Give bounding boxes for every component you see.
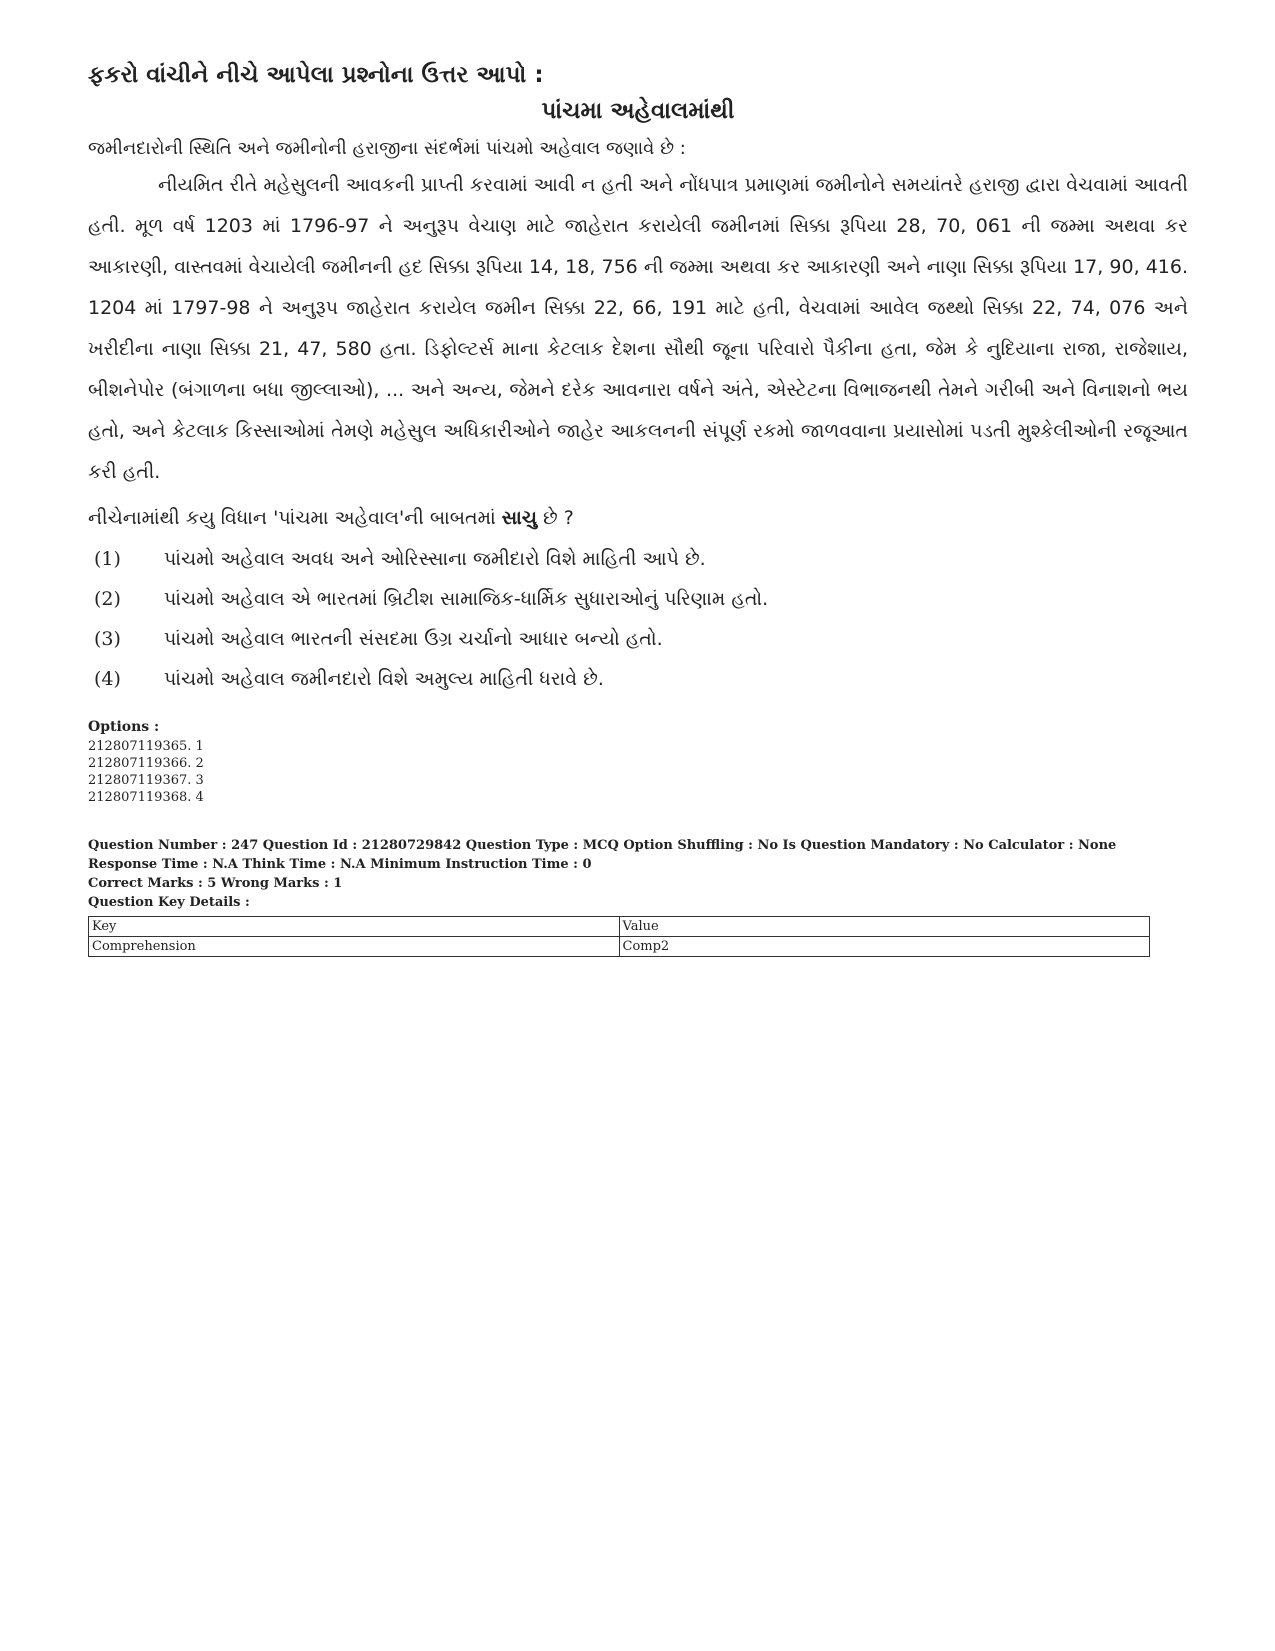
instruction-text: ફકરો વાંચીને નીચે આપેલા પ્રશ્નોના ઉત્તર આપો : (88, 62, 544, 88)
choice-number: (2) (94, 588, 121, 610)
value-cell: Comp2 (619, 937, 1150, 957)
option-id: 212807119366. 2 (88, 756, 204, 771)
option-id: 212807119368. 4 (88, 790, 204, 805)
question-number-line: Question Number : 247 Question Id : 21280729842 Question Type : MCQ Option Shuffling : No Is Question Mandatory : No Calculator : None (88, 838, 1117, 853)
choice-text: પાંચમો અહેવાલ ભારતની સંસદમા ઉગ્ર ચર્ચાનો આધાર બન્યો હતો. (164, 628, 663, 650)
passage-body: નીયમિત રીતે મહેસુલની આવકની પ્રાપ્તી કરવામાં આવી ન હતી અને નોંધપાત્ર પ્રમાણમાં જમીનોને સમયાંતરે હરાજી દ્વારા વેચવામાં આવતી હતી. મૂળ વર્ષ 1203 માં 1796-97 ને અનુરૂપ વેચાણ માટે જાહેરાત કરાયેલી જમીનમાં સિક્કા રૂપિયા 28, 70, 061 ની જમ્મા અથવા કર આકારણી, વાસ્તવમાં વેચાયેલી જમીનની હદ સિક્કા રૂપિયા 14, 18, 756 ની જમ્મા અથવા કર આકારણી અને નાણા સિક્કા રૂપિયા 17, 90, 416. 1204 માં 1797-98 ને અનુરૂપ જાહેરાત કરાયેલ જમીન સિક્કા 22, 66, 191 માટે હતી, વેચવામાં આવેલ જથ્થો સિક્કા 22, 74, 076 અને ખરીદીના નાણા સિક્કા 21, 47, 580 હતા. ડિફોલ્ટર્સ માના કેટલાક દેશના સૌથી જૂના પરિવારો પૈકીના હતા, જેમ કે નુદિયાના રાજા, રાજેશાય, બીશનેપોર (બંગાળના બધા જીલ્લાઓ), ... અને અન્ય, જેમને દરેક આવનારા વર્ષને અંતે, એસ્ટેટના વિભાજનથી તેમને ગરીબી અને વિનાશનો ભય હતો, અને કેટલાક કિસ્સાઓમાં તેમણે મહેસુલ અધિકારીઓને જાહેર આકલનની સંપૂર્ણ રકમો જાળવવાના પ્રયાસોમાં પડતી મુશ્કેલીઓની રજૂઆત કરી હતી. (88, 174, 1188, 483)
question-stem (88, 507, 1188, 529)
question-page (88, 62, 1188, 957)
choice-number: (4) (94, 668, 121, 690)
choice-number: (1) (94, 548, 121, 570)
choice-text: પાંચમો અહેવાલ જમીનદારો વિશે અમુલ્ય માહિતી ધરાવે છે. (164, 668, 604, 690)
answer-choice[interactable] (88, 579, 1188, 619)
options-label: Options : (88, 719, 160, 735)
choice-text: પાંચમો અહેવાલ અવધ અને ઓરિસ્સાના જમીદારો વિશે માહિતી આપે છે. (164, 548, 706, 570)
key-details-label: Question Key Details : (88, 895, 250, 910)
question-stem-emphasis: સાચુ (501, 507, 538, 529)
marks-line: Correct Marks : 5 Wrong Marks : 1 (88, 876, 343, 891)
response-time-line: Response Time : N.A Think Time : N.A Minimum Instruction Time : 0 (88, 857, 592, 872)
question-stem-end: છે ? (537, 507, 574, 529)
table-header-row (89, 917, 1150, 937)
key-cell: Comprehension (89, 937, 620, 957)
key-header: Key (89, 917, 620, 937)
question-metadata (88, 836, 1188, 912)
answer-choice[interactable] (88, 659, 1188, 699)
choice-number: (3) (94, 628, 121, 650)
option-id: 212807119367. 3 (88, 773, 204, 788)
question-stem-start: નીચેનામાંથી કયુ વિધાન 'પાંચમા અહેવાલ'ની બાબતમાં (88, 507, 502, 529)
answer-choice[interactable] (88, 619, 1188, 659)
option-id: 212807119365. 1 (88, 739, 204, 754)
value-header: Value (619, 917, 1150, 937)
passage-intro: જમીનદારોની સ્થિતિ અને જમીનોની હરાજીના સંદર્ભમાં પાંચમો અહેવાલ જણાવે છે : (88, 138, 686, 159)
passage-heading: પાંચમા અહેવાલમાંથી (541, 98, 735, 124)
key-details-table (88, 916, 1150, 957)
table-row (89, 937, 1150, 957)
choice-text: પાંચમો અહેવાલ એ ભારતમાં બ્રિટીશ સામાજિક-ધાર્મિક સુધારાઓનું પરિણામ હતો. (164, 588, 769, 610)
options-block (88, 719, 1188, 806)
answer-choice[interactable] (88, 539, 1188, 579)
answer-choices (88, 539, 1188, 699)
